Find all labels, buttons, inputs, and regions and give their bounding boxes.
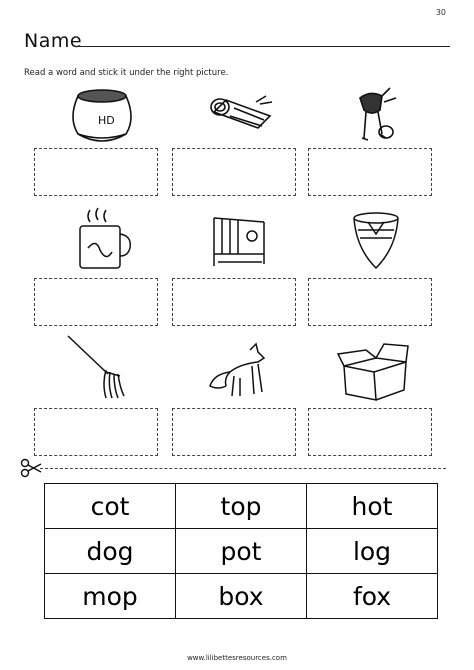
drop-box[interactable] xyxy=(308,408,432,456)
instructions: Read a word and stick it under the right picture. xyxy=(24,68,229,78)
cot-icon xyxy=(200,204,280,274)
name-field[interactable] xyxy=(74,46,450,47)
pot-icon xyxy=(62,82,142,152)
word-card[interactable]: cot xyxy=(45,484,176,529)
word-card[interactable]: hot xyxy=(307,484,438,529)
drop-box[interactable] xyxy=(172,278,296,326)
page-number: 30 xyxy=(435,8,446,17)
scissors-icon xyxy=(20,458,42,478)
word-card[interactable]: box xyxy=(176,574,307,619)
dog-icon xyxy=(336,82,416,152)
box-icon xyxy=(334,336,414,406)
mop-icon xyxy=(62,332,142,402)
fox-icon xyxy=(200,336,280,406)
word-card[interactable]: dog xyxy=(45,529,176,574)
drop-box[interactable] xyxy=(34,148,158,196)
cut-line xyxy=(40,468,446,469)
drop-box[interactable] xyxy=(172,408,296,456)
drop-box[interactable] xyxy=(308,148,432,196)
drop-box[interactable] xyxy=(34,408,158,456)
svg-text:HD: HD xyxy=(98,114,115,127)
spinning-top-icon xyxy=(336,204,416,274)
log-icon xyxy=(200,82,280,152)
drop-box[interactable] xyxy=(308,278,432,326)
word-card[interactable]: top xyxy=(176,484,307,529)
word-card[interactable]: fox xyxy=(307,574,438,619)
word-cards-table xyxy=(44,483,438,619)
footer-url: www.lilibettesresources.com xyxy=(187,654,287,662)
name-label: Name xyxy=(24,30,83,52)
word-card[interactable]: log xyxy=(307,529,438,574)
drop-box[interactable] xyxy=(34,278,158,326)
drop-box[interactable] xyxy=(172,148,296,196)
word-card[interactable]: pot xyxy=(176,529,307,574)
hot-mug-icon xyxy=(60,204,140,274)
word-card[interactable]: mop xyxy=(45,574,176,619)
